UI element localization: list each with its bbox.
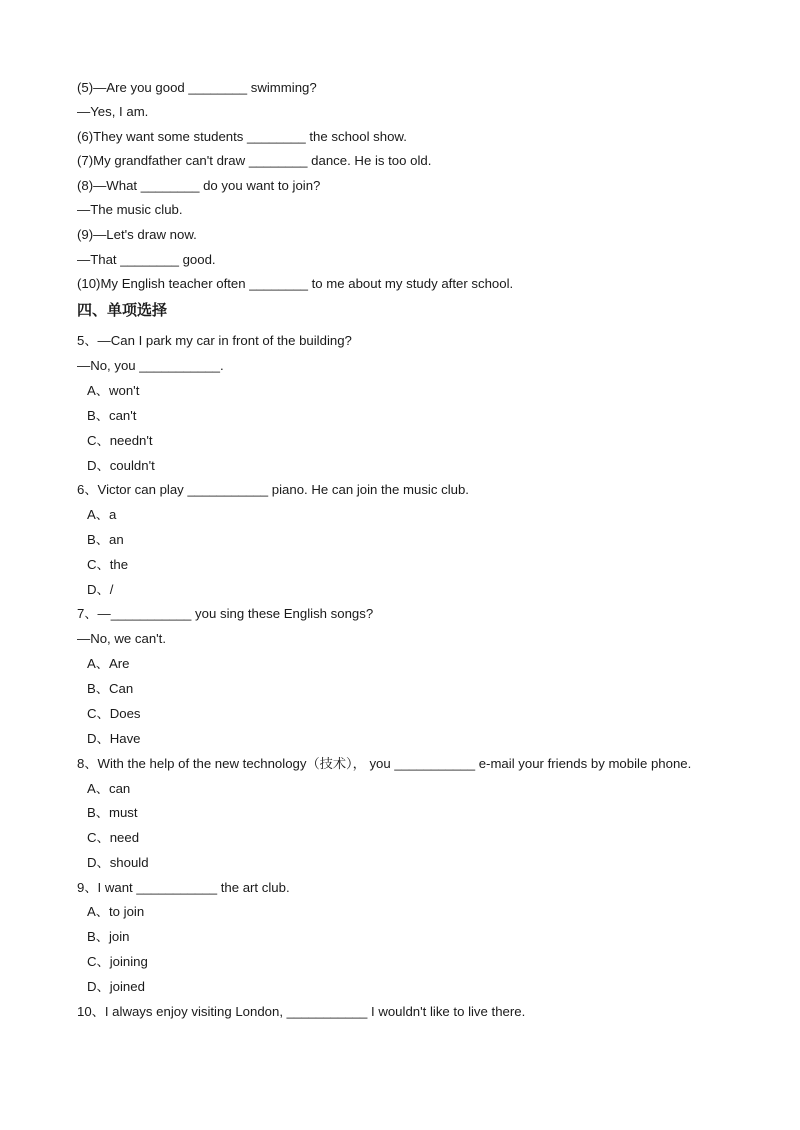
fill-blank-line: (9)—Let's draw now. [77,227,197,242]
question-option: C、needn't [87,433,153,448]
question-option: A、Are [87,656,130,671]
question-option: C、Does [87,706,141,721]
question-option: C、the [87,557,129,572]
fill-blank-line: (8)—What ________ do you want to join? [77,178,321,193]
question-option: B、Can [87,681,134,696]
question-option: D、joined [87,979,145,994]
question-stem: 10、I always enjoy visiting London, ___________ I wouldn't like to live there. [77,1004,526,1019]
question-stem: —No, we can't. [77,631,167,646]
fill-blank-line: —The music club. [77,202,183,217]
question-option: B、an [87,532,124,547]
question-stem: 8、With the help of the new technology（技术）， you ___________ e-mail your friends by mobile phone. [77,756,692,771]
question-option: A、to join [87,904,145,919]
question-stem: 5、—Can I park my car in front of the building? [77,333,352,348]
question-option: B、join [87,929,130,944]
question-stem: 6、Victor can play ___________ piano. He can join the music club. [77,482,469,497]
question-stem: 9、I want ___________ the art club. [77,880,290,895]
fill-blank-line: —That ________ good. [77,252,216,267]
question-option: D、couldn't [87,458,155,473]
question-option: A、a [87,507,117,522]
fill-blank-line: —Yes, I am. [77,104,149,119]
question-stem: 7、—___________ you sing these English songs? [77,606,374,621]
question-option: C、joining [87,954,148,969]
fill-blank-line: (7)My grandfather can't draw ________ dance. He is too old. [77,153,432,168]
question-option: A、won't [87,383,140,398]
question-option: C、need [87,830,140,845]
section-heading: 四、单项选择 [77,301,168,319]
question-option: B、can't [87,408,137,423]
fill-blank-line: (5)—Are you good ________ swimming? [77,80,317,95]
fill-blank-line: (10)My English teacher often ________ to me about my study after school. [77,276,514,291]
question-stem: —No, you ___________. [77,358,224,373]
question-option: B、must [87,805,138,820]
question-option: D、should [87,855,149,870]
question-option: D、/ [87,582,114,597]
fill-blank-line: (6)They want some students ________ the school show. [77,129,407,144]
question-option: D、Have [87,731,141,746]
question-option: A、can [87,781,131,796]
